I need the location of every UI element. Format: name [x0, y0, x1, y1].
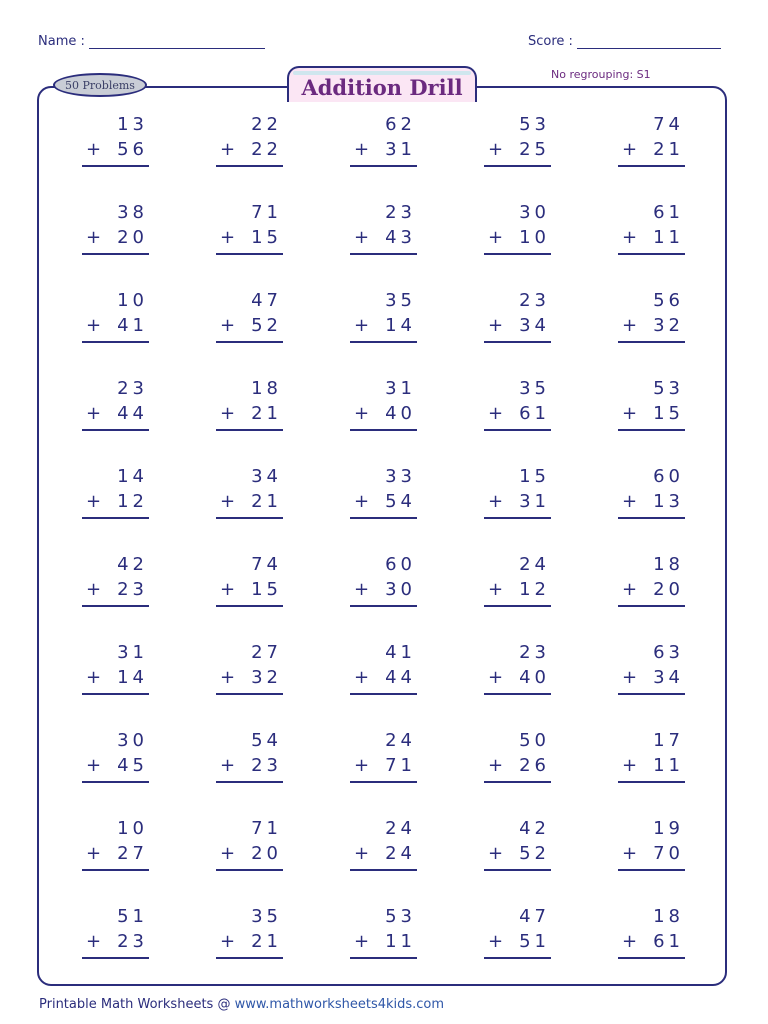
problem-addend-bottom: 15 — [251, 579, 282, 600]
problem-addend-top: 50 — [519, 730, 550, 751]
problem-47 — [214, 904, 348, 992]
problem-addend-top: 35 — [385, 290, 416, 311]
plus-sign: + — [622, 403, 638, 424]
problem-addend-bottom: 26 — [519, 755, 550, 776]
answer-line[interactable] — [484, 341, 551, 343]
problem-21 — [80, 464, 214, 552]
plus-sign: + — [220, 579, 236, 600]
problem-addend-top: 47 — [251, 290, 282, 311]
answer-line[interactable] — [216, 693, 283, 695]
answer-line[interactable] — [350, 693, 417, 695]
name-label: Name : — [38, 34, 85, 49]
problem-addend-top: 30 — [519, 202, 550, 223]
answer-line[interactable] — [484, 693, 551, 695]
name-input-line[interactable] — [89, 34, 265, 49]
problem-addend-top: 31 — [117, 642, 148, 663]
problem-addend-bottom: 23 — [251, 755, 282, 776]
answer-line[interactable] — [82, 605, 149, 607]
problem-23 — [348, 464, 482, 552]
answer-line[interactable] — [82, 429, 149, 431]
problem-addend-bottom: 11 — [653, 755, 684, 776]
plus-sign: + — [220, 403, 236, 424]
problem-addend-bottom: 44 — [117, 403, 148, 424]
problem-6 — [80, 200, 214, 288]
problem-grid — [80, 112, 692, 976]
problem-addend-bottom: 21 — [251, 491, 282, 512]
plus-sign: + — [622, 139, 638, 160]
problem-31 — [80, 640, 214, 728]
problem-addend-bottom: 40 — [519, 667, 550, 688]
problem-addend-bottom: 71 — [385, 755, 416, 776]
title-tab — [287, 66, 477, 102]
problem-addend-top: 23 — [385, 202, 416, 223]
problem-addend-top: 53 — [385, 906, 416, 927]
answer-line[interactable] — [216, 957, 283, 959]
plus-sign: + — [86, 227, 102, 248]
plus-sign: + — [488, 227, 504, 248]
problem-addend-top: 23 — [519, 290, 550, 311]
problem-41 — [80, 816, 214, 904]
problem-addend-top: 34 — [251, 466, 282, 487]
answer-line[interactable] — [350, 517, 417, 519]
problem-37 — [214, 728, 348, 816]
problem-addend-top: 23 — [117, 378, 148, 399]
problem-48 — [348, 904, 482, 992]
problem-11 — [80, 288, 214, 376]
problem-25 — [616, 464, 750, 552]
plus-sign: + — [220, 491, 236, 512]
problem-27 — [214, 552, 348, 640]
problem-24 — [482, 464, 616, 552]
plus-sign: + — [488, 755, 504, 776]
plus-sign: + — [622, 843, 638, 864]
problem-43 — [348, 816, 482, 904]
problem-addend-bottom: 41 — [117, 315, 148, 336]
plus-sign: + — [488, 491, 504, 512]
problem-addend-top: 27 — [251, 642, 282, 663]
problem-addend-top: 24 — [385, 818, 416, 839]
answer-line[interactable] — [216, 517, 283, 519]
problem-addend-bottom: 15 — [251, 227, 282, 248]
problem-addend-bottom: 31 — [385, 139, 416, 160]
problem-addend-bottom: 25 — [519, 139, 550, 160]
plus-sign: + — [622, 755, 638, 776]
name-field[interactable] — [38, 34, 265, 49]
answer-line[interactable] — [82, 693, 149, 695]
problem-addend-top: 33 — [385, 466, 416, 487]
plus-sign: + — [220, 227, 236, 248]
plus-sign: + — [354, 227, 370, 248]
answer-line[interactable] — [350, 605, 417, 607]
answer-line[interactable] — [216, 869, 283, 871]
problem-addend-bottom: 27 — [117, 843, 148, 864]
answer-line[interactable] — [350, 869, 417, 871]
plus-sign: + — [220, 139, 236, 160]
plus-sign: + — [220, 931, 236, 952]
plus-sign: + — [354, 139, 370, 160]
problem-42 — [214, 816, 348, 904]
problem-addend-top: 18 — [251, 378, 282, 399]
problem-addend-top: 42 — [519, 818, 550, 839]
problem-addend-bottom: 54 — [385, 491, 416, 512]
problem-9 — [482, 200, 616, 288]
problem-34 — [482, 640, 616, 728]
problem-19 — [482, 376, 616, 464]
answer-line[interactable] — [82, 781, 149, 783]
answer-line[interactable] — [216, 253, 283, 255]
plus-sign: + — [86, 315, 102, 336]
problem-32 — [214, 640, 348, 728]
score-label: Score : — [528, 34, 573, 49]
answer-line[interactable] — [484, 781, 551, 783]
answer-line[interactable] — [216, 341, 283, 343]
problem-26 — [80, 552, 214, 640]
footer-text: Printable Math Worksheets @ — [39, 997, 235, 1012]
problem-addend-bottom: 20 — [251, 843, 282, 864]
problem-addend-bottom: 43 — [385, 227, 416, 248]
problem-17 — [214, 376, 348, 464]
plus-sign: + — [220, 667, 236, 688]
plus-sign: + — [220, 315, 236, 336]
worksheet-subtitle: No regrouping: S1 — [551, 68, 651, 81]
problem-addend-bottom: 12 — [519, 579, 550, 600]
answer-line[interactable] — [618, 341, 685, 343]
plus-sign: + — [86, 667, 102, 688]
problem-28 — [348, 552, 482, 640]
problem-addend-bottom: 32 — [653, 315, 684, 336]
problem-addend-top: 14 — [117, 466, 148, 487]
answer-line[interactable] — [82, 253, 149, 255]
problem-addend-top: 47 — [519, 906, 550, 927]
problem-addend-top: 54 — [251, 730, 282, 751]
plus-sign: + — [488, 315, 504, 336]
problem-39 — [482, 728, 616, 816]
plus-sign: + — [488, 667, 504, 688]
answer-line[interactable] — [216, 165, 283, 167]
answer-line[interactable] — [618, 957, 685, 959]
problem-addend-top: 22 — [251, 114, 282, 135]
answer-line[interactable] — [216, 781, 283, 783]
score-input-line[interactable] — [577, 34, 721, 49]
answer-line[interactable] — [484, 957, 551, 959]
plus-sign: + — [488, 931, 504, 952]
answer-line[interactable] — [350, 341, 417, 343]
answer-line[interactable] — [216, 605, 283, 607]
answer-line[interactable] — [350, 253, 417, 255]
problem-addend-top: 13 — [117, 114, 148, 135]
problem-addend-bottom: 30 — [385, 579, 416, 600]
answer-line[interactable] — [618, 693, 685, 695]
plus-sign: + — [86, 579, 102, 600]
plus-sign: + — [86, 931, 102, 952]
problem-addend-bottom: 34 — [653, 667, 684, 688]
problem-addend-top: 60 — [653, 466, 684, 487]
problem-addend-top: 63 — [653, 642, 684, 663]
problem-addend-bottom: 21 — [251, 403, 282, 424]
problem-addend-bottom: 61 — [653, 931, 684, 952]
answer-line[interactable] — [618, 869, 685, 871]
problem-addend-bottom: 32 — [251, 667, 282, 688]
problem-addend-top: 41 — [385, 642, 416, 663]
problem-40 — [616, 728, 750, 816]
problem-addend-bottom: 10 — [519, 227, 550, 248]
problem-12 — [214, 288, 348, 376]
problem-addend-top: 53 — [519, 114, 550, 135]
problem-30 — [616, 552, 750, 640]
problem-addend-top: 61 — [653, 202, 684, 223]
footer-link[interactable]: www.mathworksheets4kids.com — [234, 997, 445, 1012]
answer-line[interactable] — [82, 957, 149, 959]
problem-addend-bottom: 31 — [519, 491, 550, 512]
worksheet-title: Addition Drill — [301, 74, 463, 100]
problem-addend-bottom: 44 — [385, 667, 416, 688]
problem-addend-top: 24 — [519, 554, 550, 575]
plus-sign: + — [86, 491, 102, 512]
problem-addend-top: 19 — [653, 818, 684, 839]
problem-addend-bottom: 34 — [519, 315, 550, 336]
plus-sign: + — [354, 491, 370, 512]
problem-20 — [616, 376, 750, 464]
problem-18 — [348, 376, 482, 464]
problem-addend-bottom: 40 — [385, 403, 416, 424]
plus-sign: + — [488, 579, 504, 600]
problem-addend-top: 38 — [117, 202, 148, 223]
problem-addend-bottom: 70 — [653, 843, 684, 864]
problem-addend-bottom: 11 — [385, 931, 416, 952]
plus-sign: + — [354, 667, 370, 688]
problem-addend-bottom: 61 — [519, 403, 550, 424]
plus-sign: + — [354, 579, 370, 600]
problem-3 — [348, 112, 482, 200]
problem-45 — [616, 816, 750, 904]
problem-addend-top: 17 — [653, 730, 684, 751]
problem-1 — [80, 112, 214, 200]
problem-addend-bottom: 52 — [251, 315, 282, 336]
answer-line[interactable] — [350, 957, 417, 959]
plus-sign: + — [86, 403, 102, 424]
footer — [39, 997, 444, 1012]
problem-addend-top: 18 — [653, 906, 684, 927]
problem-38 — [348, 728, 482, 816]
problem-46 — [80, 904, 214, 992]
problem-15 — [616, 288, 750, 376]
problem-addend-bottom: 14 — [385, 315, 416, 336]
plus-sign: + — [354, 315, 370, 336]
plus-sign: + — [622, 227, 638, 248]
problem-8 — [348, 200, 482, 288]
problem-addend-top: 71 — [251, 818, 282, 839]
problem-addend-top: 71 — [251, 202, 282, 223]
problem-addend-bottom: 11 — [653, 227, 684, 248]
plus-sign: + — [220, 755, 236, 776]
problem-addend-top: 10 — [117, 290, 148, 311]
problem-5 — [616, 112, 750, 200]
problem-addend-top: 24 — [385, 730, 416, 751]
problem-33 — [348, 640, 482, 728]
problem-addend-bottom: 52 — [519, 843, 550, 864]
answer-line[interactable] — [618, 517, 685, 519]
problem-addend-bottom: 21 — [653, 139, 684, 160]
answer-line[interactable] — [484, 869, 551, 871]
problem-14 — [482, 288, 616, 376]
answer-line[interactable] — [82, 869, 149, 871]
problem-addend-bottom: 14 — [117, 667, 148, 688]
problem-addend-bottom: 15 — [653, 403, 684, 424]
answer-line[interactable] — [350, 781, 417, 783]
problem-2 — [214, 112, 348, 200]
problem-addend-top: 23 — [519, 642, 550, 663]
answer-line[interactable] — [216, 429, 283, 431]
problem-50 — [616, 904, 750, 992]
problem-addend-top: 42 — [117, 554, 148, 575]
problem-addend-bottom: 23 — [117, 579, 148, 600]
plus-sign: + — [86, 139, 102, 160]
problem-7 — [214, 200, 348, 288]
problem-addend-bottom: 56 — [117, 139, 148, 160]
problem-addend-top: 31 — [385, 378, 416, 399]
problem-addend-top: 56 — [653, 290, 684, 311]
problem-addend-bottom: 20 — [653, 579, 684, 600]
plus-sign: + — [220, 843, 236, 864]
problem-addend-bottom: 24 — [385, 843, 416, 864]
problem-count-badge: 50 Problems — [53, 73, 147, 97]
plus-sign: + — [488, 843, 504, 864]
plus-sign: + — [622, 579, 638, 600]
answer-line[interactable] — [618, 781, 685, 783]
answer-line[interactable] — [618, 429, 685, 431]
problem-4 — [482, 112, 616, 200]
answer-line[interactable] — [82, 165, 149, 167]
plus-sign: + — [622, 931, 638, 952]
problem-addend-bottom: 20 — [117, 227, 148, 248]
problem-22 — [214, 464, 348, 552]
plus-sign: + — [86, 843, 102, 864]
problem-49 — [482, 904, 616, 992]
problem-addend-bottom: 22 — [251, 139, 282, 160]
problem-addend-bottom: 12 — [117, 491, 148, 512]
problem-addend-top: 30 — [117, 730, 148, 751]
plus-sign: + — [622, 667, 638, 688]
problem-addend-top: 35 — [251, 906, 282, 927]
score-field[interactable] — [528, 34, 721, 49]
plus-sign: + — [354, 755, 370, 776]
problem-addend-top: 51 — [117, 906, 148, 927]
problem-36 — [80, 728, 214, 816]
problem-addend-bottom: 13 — [653, 491, 684, 512]
answer-line[interactable] — [350, 165, 417, 167]
problem-addend-bottom: 21 — [251, 931, 282, 952]
answer-line[interactable] — [484, 605, 551, 607]
answer-line[interactable] — [82, 517, 149, 519]
problem-addend-top: 15 — [519, 466, 550, 487]
problem-10 — [616, 200, 750, 288]
problem-addend-top: 10 — [117, 818, 148, 839]
problem-35 — [616, 640, 750, 728]
problem-addend-top: 74 — [251, 554, 282, 575]
problem-addend-top: 62 — [385, 114, 416, 135]
answer-line[interactable] — [82, 341, 149, 343]
problem-addend-bottom: 23 — [117, 931, 148, 952]
plus-sign: + — [354, 403, 370, 424]
answer-line[interactable] — [618, 165, 685, 167]
plus-sign: + — [86, 755, 102, 776]
answer-line[interactable] — [618, 605, 685, 607]
problem-addend-bottom: 51 — [519, 931, 550, 952]
problem-13 — [348, 288, 482, 376]
plus-sign: + — [354, 843, 370, 864]
answer-line[interactable] — [484, 253, 551, 255]
plus-sign: + — [488, 139, 504, 160]
plus-sign: + — [488, 403, 504, 424]
problem-29 — [482, 552, 616, 640]
problem-16 — [80, 376, 214, 464]
problem-44 — [482, 816, 616, 904]
plus-sign: + — [354, 931, 370, 952]
plus-sign: + — [622, 315, 638, 336]
answer-line[interactable] — [484, 429, 551, 431]
problem-addend-top: 18 — [653, 554, 684, 575]
answer-line[interactable] — [484, 517, 551, 519]
answer-line[interactable] — [484, 165, 551, 167]
problem-addend-top: 53 — [653, 378, 684, 399]
problem-addend-top: 60 — [385, 554, 416, 575]
problem-addend-top: 74 — [653, 114, 684, 135]
problem-addend-bottom: 45 — [117, 755, 148, 776]
plus-sign: + — [622, 491, 638, 512]
answer-line[interactable] — [350, 429, 417, 431]
problem-addend-top: 35 — [519, 378, 550, 399]
answer-line[interactable] — [618, 253, 685, 255]
